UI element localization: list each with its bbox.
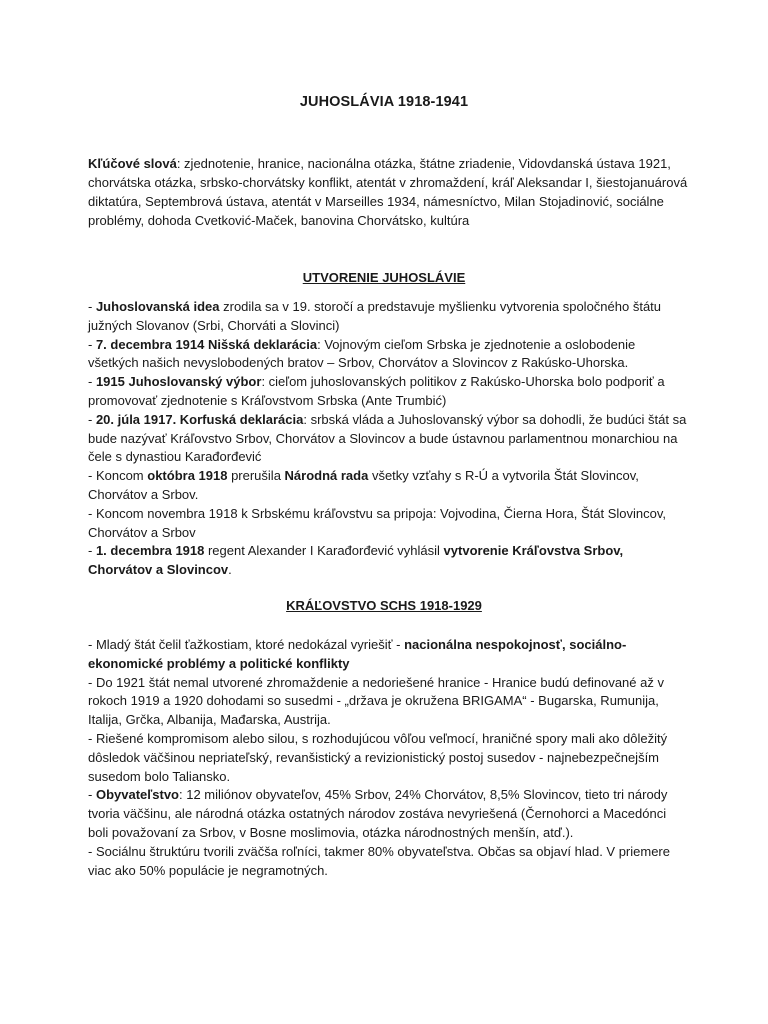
keywords-text: : zjednotenie, hranice, nacionálna otázka, štátne zriadenie, Vidovdanská ústava 1921, chorvátska otázka, srbsko-chorvátsky konflikt, atentát v zhromaždení, kráľ Aleksandar I, šiestojanuárová diktatúra, Septembrová ústava, atentát v Marseilles 1934, námesníctvo, Milan Stojadinović, sociálne problémy, dohoda Cvetković-Maček, banovina Chorvátsko, kultúra [88, 156, 688, 228]
list-item: - Obyvateľstvo: 12 miliónov obyvateľov, 45% Srbov, 24% Chorvátov, 8,5% Slovincov, tieto tri národy tvoria väčšinu, ale národná otázka ostatných národov zostáva nevyriešená (Černohorci a Macedónci boli považovaní za Srbov, v Bosne moslimovia, otázka národnostných menšín, atď.). [88, 787, 668, 840]
list-item: - 1. decembra 1918 regent Alexander I Karađorđević vyhlásil vytvorenie Kráľovstva Srbov, Chorvátov a Slovincov. [88, 543, 624, 578]
list-item: - Riešené kompromisom alebo silou, s rozhodujúcou vôľou veľmocí, hraničné spory mali ako dôležitý dôsledok väčšinou nepriateľský, revanšistický a revizionistický postoj susedov - najnebezpečnejším susedom bolo Taliansko. [88, 730, 668, 784]
list-item: - 7. decembra 1914 Nišská deklarácia: Vojnovým cieľom Srbska je zjednotenie a oslobodenie všetkých našich nevyslobodených bratov – Srbov, Chorvátov a Slovincov z Rakúsko-Uhorska. [88, 336, 636, 371]
section-heading-utvorenie: UTVORENIE JUHOSLÁVIE [302, 270, 466, 285]
list-item: - 1915 Juhoslovanský výbor: cieľom juhoslovanských politikov z Rakúsko-Uhorska bolo podporiť a promovovať zjednotenie s Kráľovstvom Srbska (Ante Trumbić) [88, 374, 665, 408]
keywords-label: Kľúčové slová [88, 156, 177, 171]
keywords-paragraph [88, 154, 688, 230]
section-utvorenie-body [88, 298, 688, 580]
list-item: - Do 1921 štát nemal utvorené zhromaždenie a nedoriešené hranice - Hranice budú definované až v rokoch 1919 a 1920 dohodami so susedmi - „država je okružena BRIGAMA“ - Bugarska, Rumunija, Italija, Grčka, Albanija, Mađarska, Austrija. [88, 674, 664, 728]
list-item: - 20. júla 1917. Korfuská deklarácia: srbská vláda a Juhoslovanský výbor sa dohodli, že budúci štát sa bude nazývať Kráľovstvo Srbov, Chorvátov a Slovincov a bude ústavnou parlamentnou monarchiou na čele s dynastiou Karađorđević [88, 411, 687, 465]
section-heading-kralovstvo: KRÁĽOVSTVO SCHS 1918-1929 [286, 598, 482, 613]
document-title: JUHOSLÁVIA 1918-1941 [299, 94, 469, 110]
section-kralovstvo-body [88, 636, 688, 880]
list-item: - Koncom októbra 1918 prerušila Národná rada všetky vzťahy s R-Ú a vytvorila Štát Slovincov, Chorvátov a Srbov. [88, 468, 639, 502]
list-item: - Sociálnu štruktúru tvorili zväčša roľníci, takmer 80% obyvateľstva. Občas sa objaví hlad. V priemere viac ako 50% populácie je negramotných. [88, 843, 670, 878]
list-item: - Koncom novembra 1918 k Srbskému kráľovstvu sa pripoja: Vojvodina, Čierna Hora, Štát Slovincov, Chorvátov a Srbov [88, 505, 666, 540]
list-item: - Mladý štát čelil ťažkostiam, ktoré nedokázal vyriešiť - nacionálna nespokojnosť, sociálno-ekonomické problémy a politické konflikty [88, 637, 627, 671]
list-item: - Juhoslovanská idea zrodila sa v 19. storočí a predstavuje myšlienku vytvorenia spoločného štátu južných Slovanov (Srbi, Chorváti a Slovinci) [88, 299, 662, 333]
